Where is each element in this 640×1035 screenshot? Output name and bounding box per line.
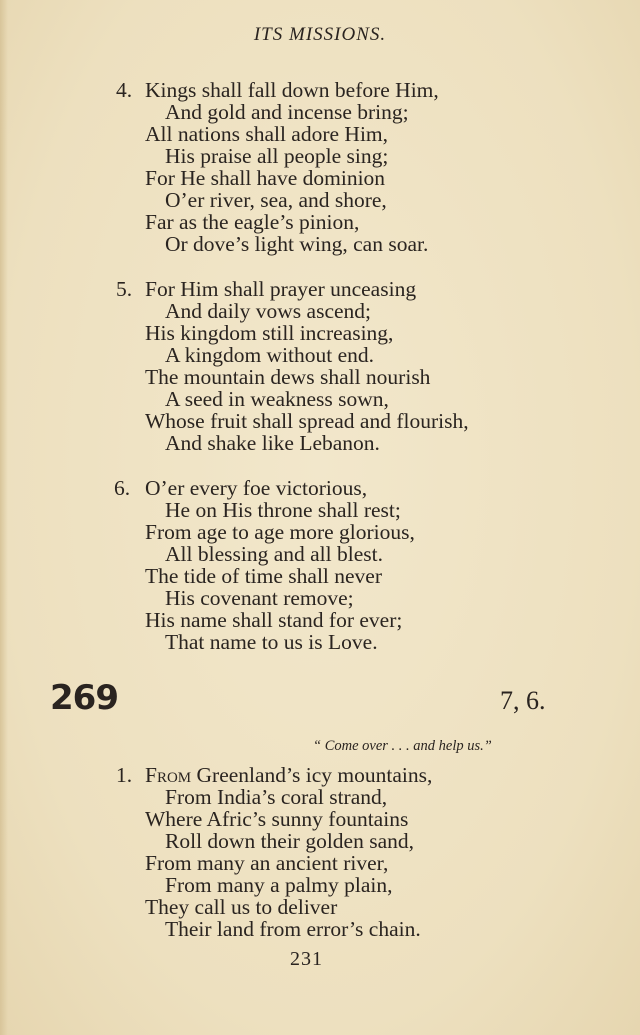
verse-first-line [145, 765, 432, 787]
verse-line: For Him shall prayer unceasing [145, 277, 417, 301]
verse-line: Kings shall fall down before Him, [145, 78, 439, 102]
verse-line: Or dove’s light wing, can soar. [165, 232, 429, 256]
verse-line: Whose fruit shall spread and flourish, [145, 409, 469, 433]
verse-line: From many a palmy plain, [165, 873, 393, 897]
verse-line: Their land from error’s chain. [165, 917, 421, 941]
verse-line: O’er every foe victorious, [145, 476, 368, 500]
verse-line: His kingdom still increasing, [145, 321, 394, 345]
page-number: 231 [290, 948, 323, 970]
stanza-number: 6. [114, 476, 131, 500]
verse-line: The mountain dews shall nourish [145, 365, 431, 389]
hymn-epigraph: “ Come over . . . and help us.” [313, 738, 492, 754]
verse-line: He on His throne shall rest; [165, 498, 401, 522]
verse-line: His praise all people sing; [165, 144, 389, 168]
verse-line: And gold and incense bring; [165, 100, 409, 124]
verse-line: His name shall stand for ever; [145, 608, 403, 632]
first-word: From [145, 763, 192, 787]
verse-line: His covenant remove; [165, 586, 354, 610]
hymn-number: 269 [50, 678, 118, 718]
verse-line: All blessing and all blest. [165, 542, 383, 566]
verse-line: The tide of time shall never [145, 564, 383, 588]
verse-line: O’er river, sea, and shore, [165, 188, 387, 212]
verse-line: All nations shall adore Him, [145, 122, 389, 146]
verse-line: For He shall have dominion [145, 166, 386, 190]
verse-line: From India’s coral strand, [165, 785, 388, 809]
verse-line: They call us to deliver [145, 895, 338, 919]
verse-line: And shake like Lebanon. [165, 431, 380, 455]
verse-line: And daily vows ascend; [165, 299, 372, 323]
verse-line: Where Afric’s sunny fountains [145, 807, 409, 831]
verse-line: A kingdom without end. [165, 343, 375, 367]
stanza-number: 5. [116, 277, 133, 301]
running-head: ITS MISSIONS. [253, 24, 387, 45]
verse-line: Far as the eagle’s pinion, [145, 210, 360, 234]
page-edge-shadow [0, 0, 8, 1035]
verse-line: That name to us is Love. [165, 630, 378, 654]
stanza-number: 4. [116, 78, 133, 102]
verse-line: A seed in weakness sown, [165, 387, 389, 411]
hymn-meter: 7, 6. [500, 686, 546, 715]
verse-line: Roll down their golden sand, [165, 829, 415, 853]
verse-line: From age to age more glorious, [145, 520, 415, 544]
stanza-number: 1. [116, 763, 133, 787]
first-line-rest: Greenland’s icy mountains, [191, 763, 433, 787]
verse-line: From many an ancient river, [145, 851, 389, 875]
